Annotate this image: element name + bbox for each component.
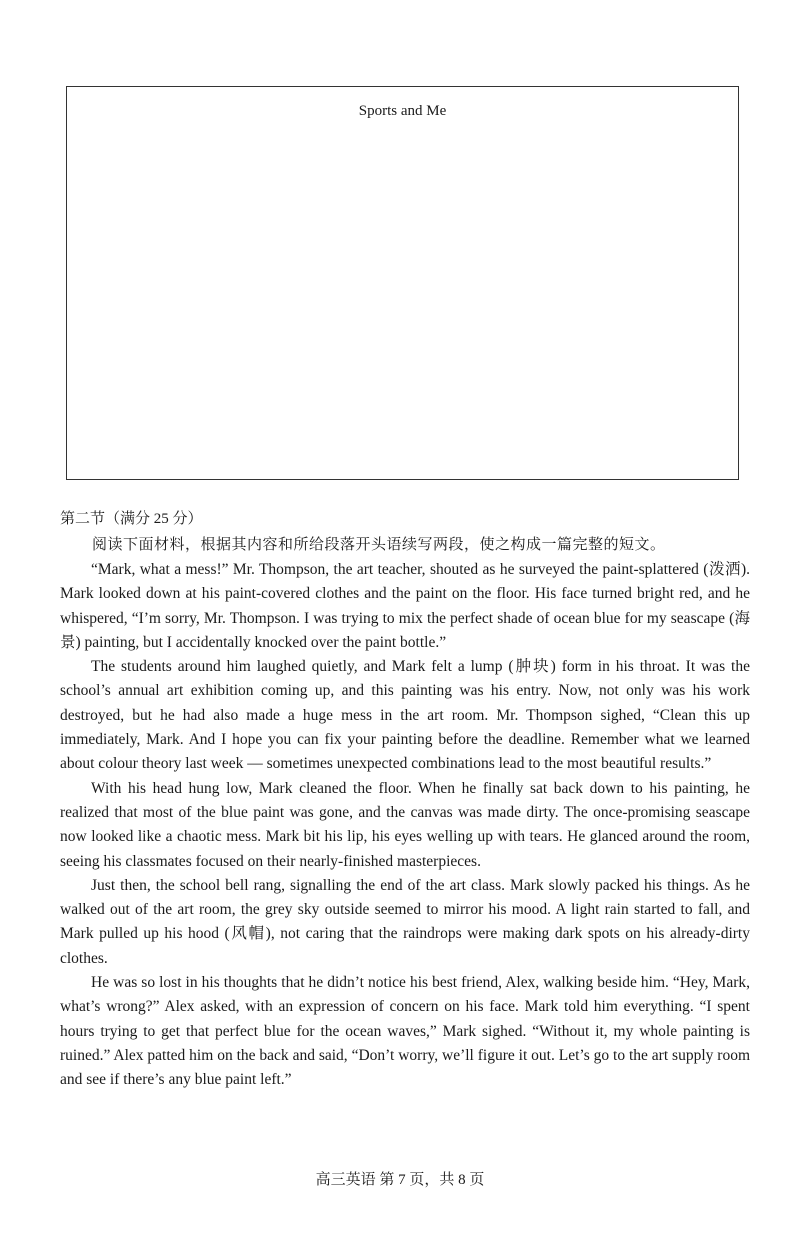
passage-paragraph-3: With his head hung low, Mark cleaned the floor. When he finally sat back down to his painting, he realized that most of the blue paint was gone, and the canvas was made dirty. The once-promising seascape now looked like a chaotic mess. Mark bit his lip, his eyes welling up with tears. He glanced around the room, seeing his classmates focused on their nearly-finished masterpieces. [60, 779, 750, 870]
section-heading: 第二节（满分 25 分） [60, 511, 203, 527]
passage-paragraph-5: He was so lost in his thoughts that he didn’t notice his best friend, Alex, walking beside him. “Hey, Mark, what’s wrong?” Alex asked, with an expression of concern on his face. Mark told him everything. “I spent hours trying to get that perfect blue for the ocean waves,” Mark sighed. “Without it, my whole painting is ruined.” Alex patted him on the back and said, “Don’t worry, we’ll figure it out. Let’s go to the art supply room and see if there’s any blue paint left.” [60, 974, 750, 1089]
section-instruction: 阅读下面材料，根据其内容和所给段落开头语续写两段，使之构成一篇完整的短文。 [92, 537, 666, 553]
passage-paragraph-1: “Mark, what a mess!” Mr. Thompson, the art teacher, shouted as he surveyed the paint-splattered (泼洒). Mark looked down at his paint-covered clothes and the paint on the floor. His face turned bright red, and he whispered, “I’m sorry, Mr. Thompson. I was trying to mix the perfect shade of ocean blue for my seascape (海景) painting, but I accidentally knocked over the paint bottle.” [60, 561, 750, 651]
passage-paragraph-2: The students around him laughed quietly, and Mark felt a lump (肿块) form in his throat. It was the school’s annual art exhibition coming up, and this painting was his entry. Now, not only was his work destroyed, but he had also made a huge mess in the art room. Mr. Thompson sighed, “Clean this up immediately, Mark. And I hope you can fix your painting before the deadline. Remember what we learned about colour theory last week — sometimes unexpected combinations lead to the most beautiful results.” [60, 658, 750, 773]
writing-answer-box [66, 86, 739, 480]
reading-passage [60, 558, 750, 1093]
passage-paragraph-4: Just then, the school bell rang, signalling the end of the art class. Mark slowly packed his things. As he walked out of the art room, the grey sky outside seemed to mirror his mood. A light rain started to fall, and Mark pulled up his hood (风帽), not caring that the raindrops were making dark spots on his already-dirty clothes. [60, 876, 750, 967]
answer-box-title: Sports and Me [358, 103, 447, 119]
page-footer: 高三英语 第 7 页，共 8 页 [315, 1172, 485, 1188]
